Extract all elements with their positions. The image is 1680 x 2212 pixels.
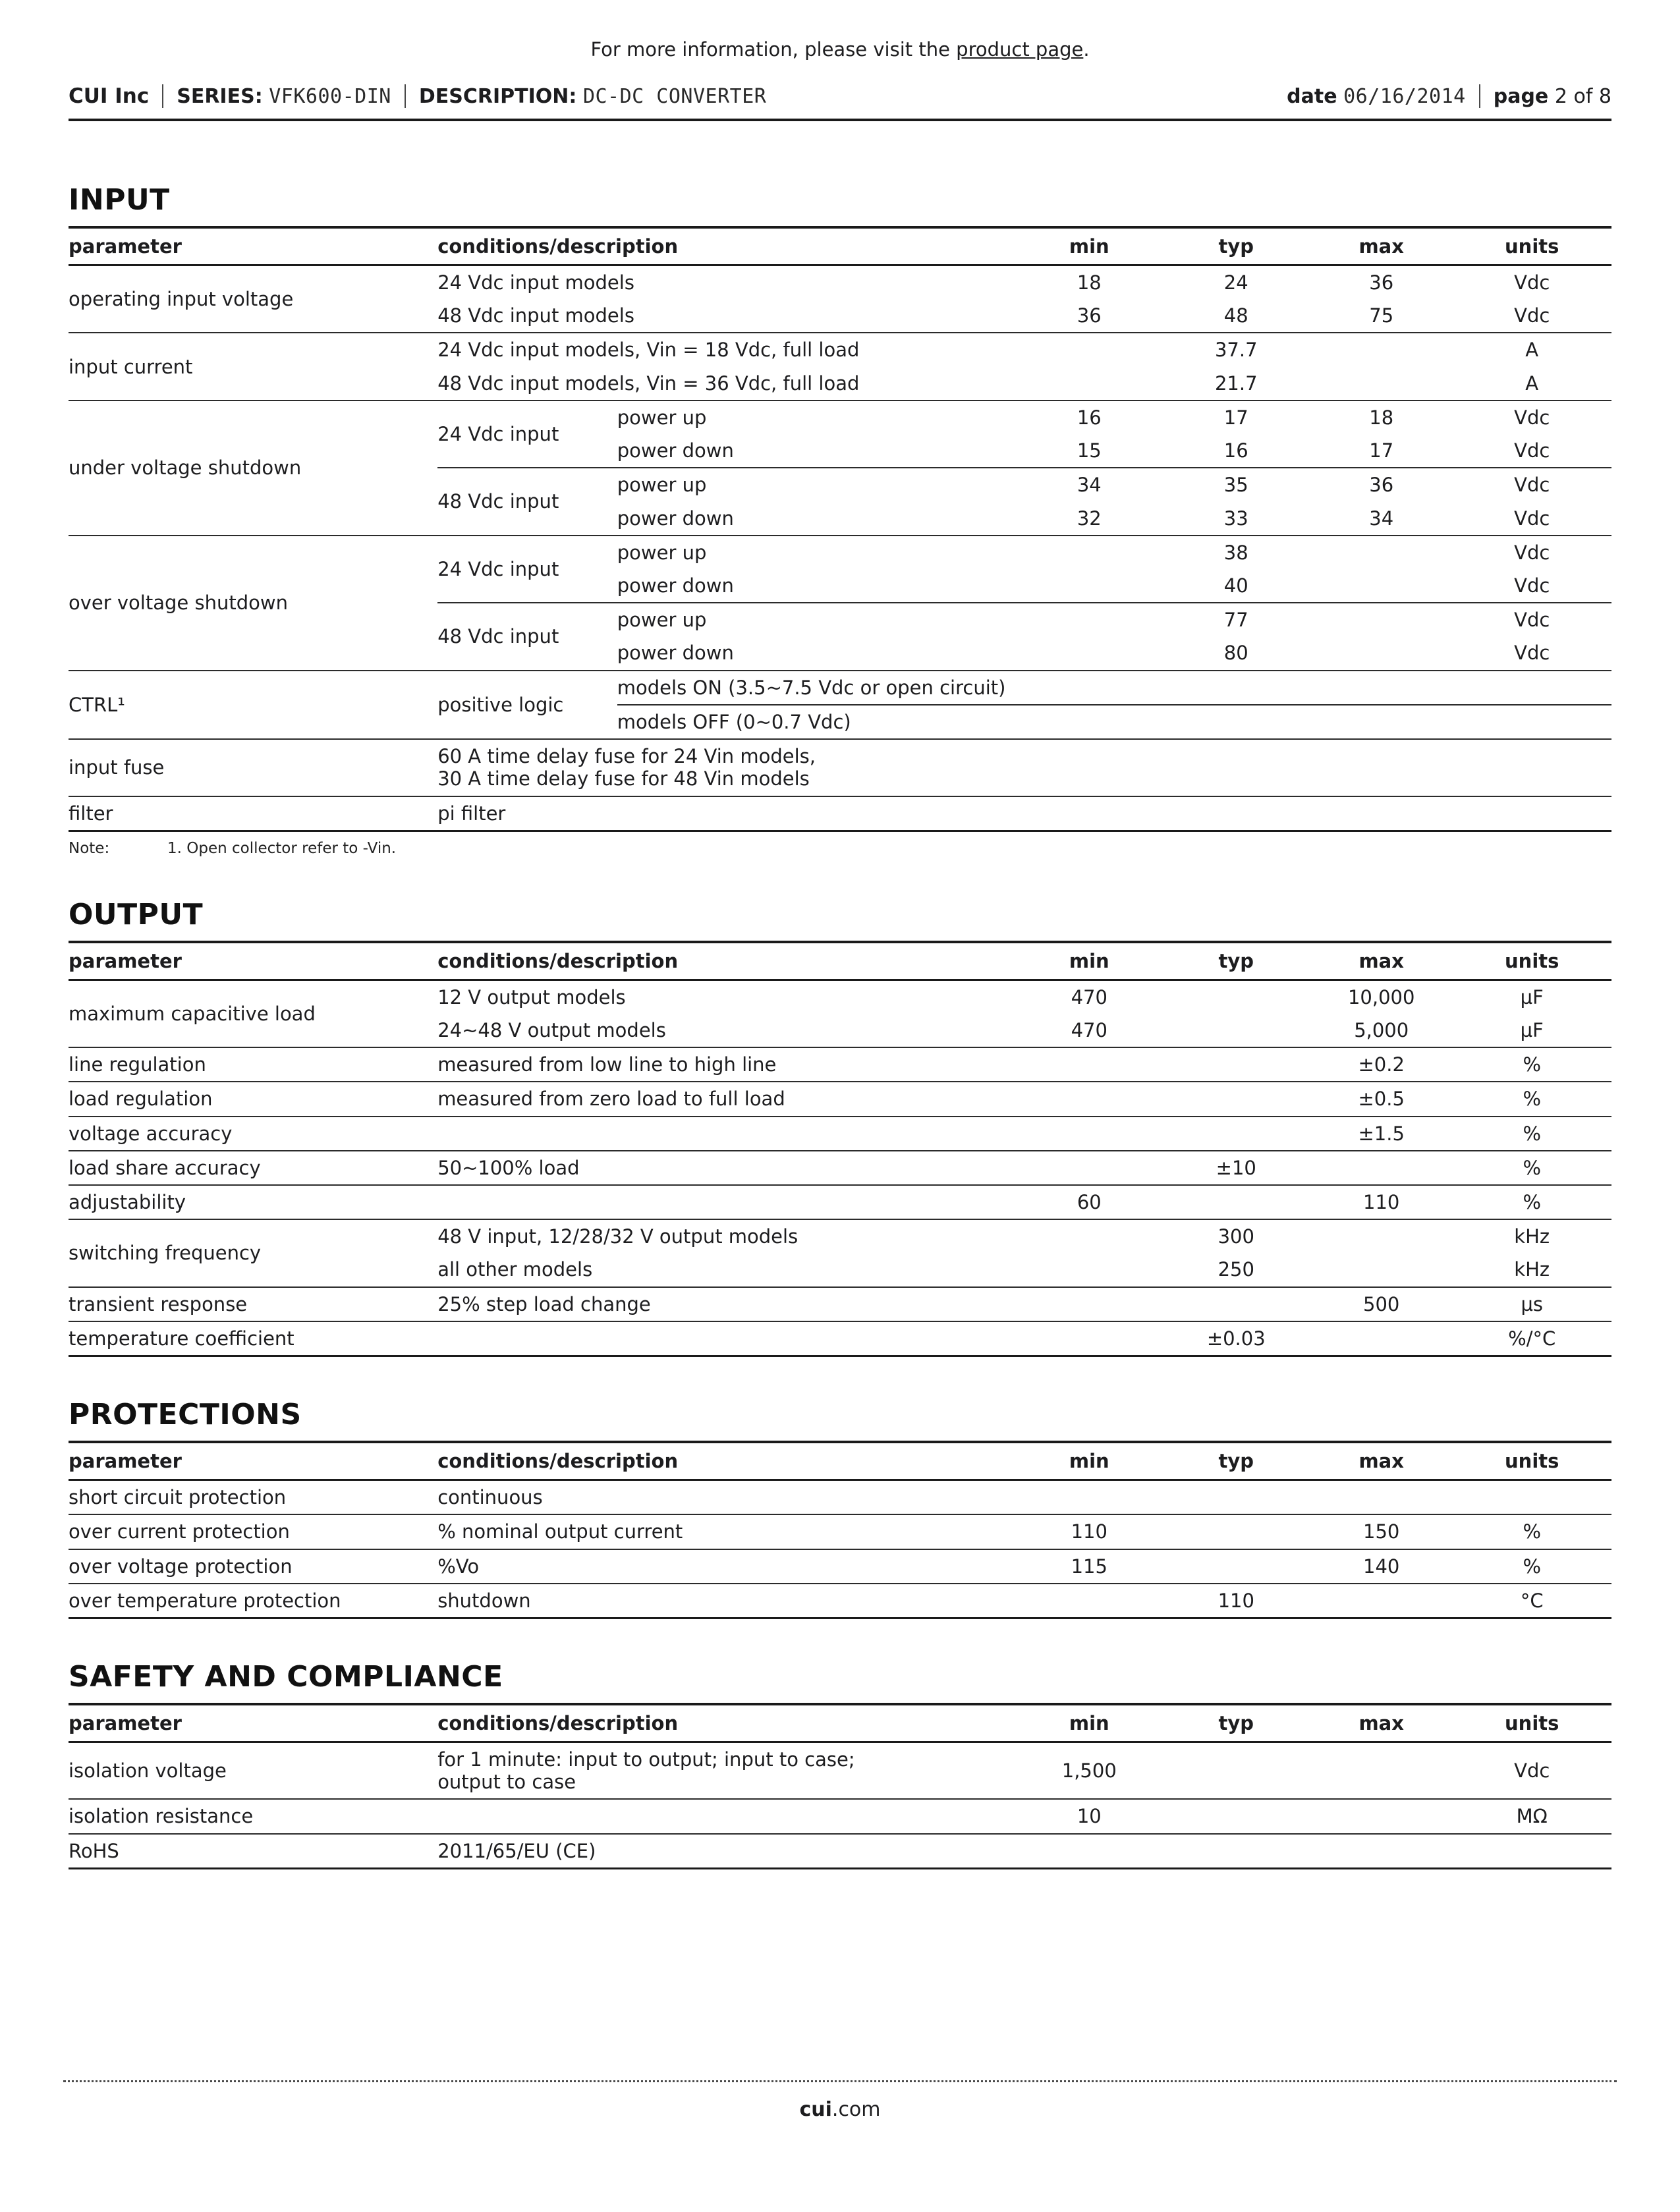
note-label: Note: [69, 839, 110, 857]
top-note-text: For more information, please visit the [590, 38, 957, 61]
units-cell: °C [1452, 1584, 1611, 1618]
param-cell: over current protection [69, 1514, 437, 1549]
min-cell: 1,500 [1061, 1759, 1117, 1783]
row-voltage-accuracy [69, 1117, 1611, 1151]
col-header-parameter: parameter [69, 227, 437, 265]
series-field [177, 85, 391, 108]
param-cell: maximum capacitive load [69, 1002, 316, 1025]
col-header-max: max [1310, 227, 1452, 265]
units-cell: Vdc [1452, 468, 1611, 501]
units-cell: A [1525, 372, 1539, 395]
row-isolation-voltage [69, 1742, 1611, 1800]
cond-cell: 25% step load change [437, 1287, 1017, 1321]
date-value: 06/16/2014 [1343, 84, 1466, 108]
cond-cell: 48 Vdc input [437, 603, 617, 670]
col-header-max: max [1310, 1442, 1452, 1480]
max-cell: 150 [1310, 1514, 1452, 1549]
top-note [69, 38, 1611, 61]
description-field [419, 85, 767, 108]
units-cell: % [1452, 1514, 1611, 1549]
safety-table [69, 1703, 1611, 1869]
header-divider [1479, 84, 1480, 108]
max-cell: 140 [1310, 1549, 1452, 1584]
units-cell: % [1452, 1047, 1611, 1082]
units-cell: Vdc [1514, 507, 1550, 530]
empty-cell [1310, 1253, 1452, 1286]
empty-cell [1310, 1219, 1452, 1253]
max-cell: 75 [1369, 304, 1394, 327]
param-cell: load regulation [69, 1082, 437, 1116]
top-note-period: . [1083, 38, 1090, 61]
page-number-value: 2 of 8 [1554, 84, 1611, 108]
row-operating-input-voltage [69, 265, 1611, 300]
param-cell: short circuit protection [69, 1486, 287, 1509]
param-cell: input fuse [69, 739, 437, 796]
param-cell: input current [69, 333, 437, 400]
empty-cell [1017, 1834, 1162, 1869]
units-cell: % [1452, 1185, 1611, 1219]
date-label: date [1287, 84, 1337, 108]
row-over-voltage-shutdown [69, 536, 1611, 569]
row-filter [69, 796, 1611, 831]
param-cell: over voltage shutdown [69, 536, 437, 671]
output-table [69, 941, 1611, 1357]
empty-cell [1017, 569, 1162, 603]
max-cell: 36 [1310, 468, 1452, 501]
col-header-parameter: parameter [69, 1442, 437, 1480]
series-label: SERIES: [177, 84, 263, 108]
param-cell: over voltage protection [69, 1549, 437, 1584]
max-cell: ±1.5 [1310, 1117, 1452, 1151]
header-divider [405, 84, 406, 108]
row-switching-frequency [69, 1219, 1611, 1253]
empty-cell [1162, 1082, 1310, 1116]
param-cell: temperature coefficient [69, 1321, 437, 1356]
col-header-min: min [1017, 1704, 1162, 1742]
min-cell: 36 [1077, 304, 1102, 327]
date-field [1287, 85, 1466, 108]
typ-cell: 250 [1218, 1258, 1254, 1281]
empty-cell [1017, 603, 1162, 636]
typ-cell: 37.7 [1162, 333, 1310, 366]
empty-cell [1017, 1584, 1162, 1618]
param-cell: isolation resistance [69, 1799, 437, 1833]
typ-cell: 110 [1162, 1584, 1310, 1618]
cond-cell: shutdown [437, 1584, 1017, 1618]
units-cell: Vdc [1514, 439, 1550, 462]
cond-cell: 48 Vdc input models, Vin = 36 Vdc, full load [437, 372, 860, 395]
param-cell: line regulation [69, 1047, 437, 1082]
units-cell: Vdc [1452, 603, 1611, 636]
empty-cell [437, 1799, 1017, 1833]
min-cell: 60 [1017, 1185, 1162, 1219]
units-cell: kHz [1452, 1219, 1611, 1253]
row-load-regulation [69, 1082, 1611, 1116]
param-cell: filter [69, 796, 437, 831]
col-header-units: units [1452, 942, 1611, 980]
cond-cell: 24~48 V output models [437, 1018, 666, 1041]
col-header-conditions: conditions/description [437, 227, 1017, 265]
empty-cell [1310, 333, 1452, 366]
min-cell: 115 [1017, 1549, 1162, 1584]
col-header-conditions: conditions/description [437, 942, 1017, 980]
row-over-current-protection [69, 1514, 1611, 1549]
empty-cell [1017, 1047, 1162, 1082]
col-header-conditions: conditions/description [437, 1704, 1017, 1742]
empty-cell [1310, 367, 1452, 401]
row-over-voltage-protection [69, 1549, 1611, 1584]
cond-cell: measured from low line to high line [437, 1047, 1017, 1082]
units-cell: % [1452, 1117, 1611, 1151]
units-cell: µs [1452, 1287, 1611, 1321]
min-cell: 470 [1071, 985, 1107, 1009]
col-header-min: min [1017, 1442, 1162, 1480]
max-cell: 36 [1369, 271, 1394, 294]
cond-cell: 24 Vdc input models, Vin = 18 Vdc, full load [437, 333, 1017, 366]
min-cell: 10 [1017, 1799, 1162, 1833]
param-cell: transient response [69, 1287, 437, 1321]
table-header-row [69, 1704, 1611, 1742]
empty-cell [1162, 1185, 1310, 1219]
sub-cond-cell: power down [617, 507, 734, 530]
units-cell: Vdc [1514, 304, 1550, 327]
cond-line: for 1 minute: input to output; input to case; [437, 1748, 855, 1771]
product-page-link[interactable]: product page [956, 38, 1084, 61]
max-cell: 5,000 [1354, 1018, 1409, 1041]
typ-cell: 24 [1223, 271, 1248, 294]
cond-cell: 24 Vdc input [437, 401, 617, 468]
description-value: DC-DC CONVERTER [582, 84, 767, 108]
units-cell: Vdc [1514, 1759, 1550, 1783]
col-header-typ: typ [1162, 1704, 1310, 1742]
col-header-min: min [1017, 227, 1162, 265]
footer-site-rest: .com [831, 2098, 881, 2121]
empty-cell [1162, 1047, 1310, 1082]
empty-cell [1162, 980, 1310, 1014]
typ-cell: 38 [1162, 536, 1310, 569]
col-header-units: units [1452, 1442, 1611, 1480]
units-cell: Vdc [1514, 574, 1550, 597]
page-label: page [1493, 84, 1549, 108]
units-cell: Vdc [1514, 642, 1550, 665]
page-header [69, 84, 1611, 121]
col-header-max: max [1310, 1704, 1452, 1742]
section-title-output: OUTPUT [69, 897, 204, 931]
section-output [69, 898, 1611, 1357]
row-adjustability [69, 1185, 1611, 1219]
cond-cell: 48 Vdc input [437, 468, 617, 535]
row-over-temperature-protection [69, 1584, 1611, 1618]
param-cell: over temperature protection [69, 1584, 437, 1618]
table-header-row [69, 1442, 1611, 1480]
row-load-share-accuracy [69, 1151, 1611, 1185]
section-title-input: INPUT [69, 183, 170, 217]
table-header-row [69, 942, 1611, 980]
max-cell: ±0.5 [1310, 1082, 1452, 1116]
empty-cell [1162, 1117, 1310, 1151]
row-line-regulation [69, 1047, 1611, 1082]
row-under-voltage-shutdown [69, 401, 1611, 434]
empty-cell [1017, 636, 1162, 670]
units-cell: µF [1520, 985, 1544, 1009]
cond-cell: 50~100% load [437, 1151, 1017, 1185]
empty-cell [1017, 1082, 1162, 1116]
units-cell: kHz [1514, 1258, 1550, 1281]
row-rohs [69, 1834, 1611, 1869]
units-cell: MΩ [1452, 1799, 1611, 1833]
sub-cond-cell: power up [617, 536, 1017, 569]
cond-cell: 12 V output models [437, 985, 626, 1009]
row-temperature-coefficient [69, 1321, 1611, 1356]
empty-cell [1017, 1287, 1162, 1321]
company-name: CUI Inc [69, 84, 150, 108]
page-header-left [69, 84, 766, 108]
empty-cell [1310, 1799, 1452, 1833]
table-note [69, 840, 1611, 857]
empty-cell [437, 1321, 1017, 1356]
sub-cond-cell: power down [617, 574, 734, 597]
page-number-field [1494, 85, 1611, 108]
typ-cell: 33 [1223, 507, 1248, 530]
min-cell: 110 [1017, 1514, 1162, 1549]
max-cell: ±0.2 [1310, 1047, 1452, 1082]
param-cell: operating input voltage [69, 288, 294, 311]
min-cell: 16 [1017, 401, 1162, 434]
max-cell: 500 [1310, 1287, 1452, 1321]
row-ctrl [69, 671, 1611, 705]
empty-cell [1017, 1219, 1162, 1253]
typ-cell: ±10 [1162, 1151, 1310, 1185]
param-cell: voltage accuracy [69, 1117, 437, 1151]
cond-cell: %Vo [437, 1549, 1017, 1584]
section-safety-and-compliance [69, 1660, 1611, 1869]
empty-cell [1017, 333, 1162, 366]
empty-cell [1162, 1014, 1310, 1047]
empty-cell [1452, 1834, 1611, 1869]
param-cell: load share accuracy [69, 1151, 437, 1185]
sub-cond-cell: power down [617, 439, 734, 462]
min-cell: 34 [1017, 468, 1162, 501]
units-cell: % [1452, 1549, 1611, 1584]
col-header-typ: typ [1162, 227, 1310, 265]
col-header-units: units [1452, 1704, 1611, 1742]
table-header-row [69, 227, 1611, 265]
empty-cell [1017, 1253, 1162, 1286]
units-cell: %/°C [1452, 1321, 1611, 1356]
param-cell: isolation voltage [69, 1759, 227, 1783]
empty-cell [1310, 1584, 1452, 1618]
typ-cell: ±0.03 [1162, 1321, 1310, 1356]
col-header-min: min [1017, 942, 1162, 980]
empty-cell [1310, 1321, 1452, 1356]
units-cell: Vdc [1514, 271, 1550, 294]
cond-cell: positive logic [437, 671, 617, 739]
empty-cell [1017, 1117, 1162, 1151]
cond-cell: 48 V input, 12/28/32 V output models [437, 1219, 1017, 1253]
empty-cell [1310, 603, 1452, 636]
empty-cell [1017, 367, 1162, 401]
param-cell: switching frequency [69, 1219, 437, 1286]
empty-cell [1162, 1742, 1310, 1800]
col-header-parameter: parameter [69, 1704, 437, 1742]
input-table [69, 226, 1611, 832]
row-short-circuit-protection [69, 1480, 1611, 1515]
cond-cell: 24 Vdc input [437, 536, 617, 603]
cond-cell: all other models [437, 1258, 593, 1281]
cond-cell: continuous [437, 1486, 543, 1509]
units-cell: Vdc [1452, 401, 1611, 434]
spec-text-cell: models OFF (0~0.7 Vdc) [617, 705, 1611, 739]
col-header-units: units [1452, 227, 1611, 265]
row-input-fuse [69, 739, 1611, 796]
row-maximum-capacitive-load [69, 980, 1611, 1014]
col-header-max: max [1310, 942, 1452, 980]
empty-cell [1017, 1480, 1162, 1515]
empty-cell [1017, 536, 1162, 569]
typ-cell: 80 [1223, 642, 1248, 665]
empty-cell [437, 1185, 1017, 1219]
section-protections [69, 1398, 1611, 1619]
units-cell: A [1452, 333, 1611, 366]
max-cell: 110 [1310, 1185, 1452, 1219]
max-cell: 34 [1369, 507, 1394, 530]
empty-cell [437, 1117, 1017, 1151]
cond-cell: 2011/65/EU (CE) [437, 1834, 1017, 1869]
cond-cell: 24 Vdc input models [437, 271, 634, 294]
empty-cell [1017, 1321, 1162, 1356]
empty-cell [1310, 1151, 1452, 1185]
typ-cell: 17 [1162, 401, 1310, 434]
param-cell: under voltage shutdown [69, 401, 437, 536]
empty-cell [1162, 1480, 1310, 1515]
min-cell: 15 [1077, 439, 1102, 462]
sub-cond-cell: power down [617, 642, 734, 665]
empty-cell [1310, 1480, 1452, 1515]
footer-site-bold: cui [799, 2098, 832, 2121]
cond-cell [437, 1742, 1017, 1800]
section-title-protections: PROTECTIONS [69, 1398, 302, 1432]
typ-cell: 40 [1223, 574, 1248, 597]
min-cell: 18 [1077, 271, 1102, 294]
empty-cell [1310, 636, 1452, 670]
section-input [69, 183, 1611, 857]
param-cell: CTRL¹ [69, 671, 437, 739]
min-cell: 470 [1071, 1018, 1107, 1041]
series-value: VFK600-DIN [269, 84, 391, 108]
row-isolation-resistance [69, 1799, 1611, 1833]
min-cell: 32 [1077, 507, 1102, 530]
typ-cell: 300 [1162, 1219, 1310, 1253]
cond-cell: pi filter [437, 796, 1611, 831]
cond-cell: % nominal output current [437, 1514, 1017, 1549]
section-title-safety: SAFETY AND COMPLIANCE [69, 1660, 503, 1694]
max-cell: 18 [1310, 401, 1452, 434]
typ-cell: 16 [1223, 439, 1248, 462]
row-input-current [69, 333, 1611, 366]
page-header-right [1287, 84, 1611, 108]
units-cell: % [1452, 1082, 1611, 1116]
cond-line: 60 A time delay fuse for 24 Vin models, [437, 745, 816, 768]
param-cell: adjustability [69, 1185, 437, 1219]
empty-cell [1162, 1287, 1310, 1321]
units-cell: Vdc [1452, 536, 1611, 569]
cond-cell [437, 739, 1611, 796]
row-transient-response [69, 1287, 1611, 1321]
sub-cond-cell: power up [617, 468, 1017, 501]
typ-cell: 35 [1162, 468, 1310, 501]
note-text: 1. Open collector refer to -Vin. [167, 839, 397, 857]
empty-cell [1017, 1151, 1162, 1185]
max-cell: 10,000 [1347, 985, 1415, 1009]
sub-cond-cell: power up [617, 401, 1017, 434]
empty-cell [1162, 1514, 1310, 1549]
empty-cell [1452, 1480, 1611, 1515]
cond-line: output to case [437, 1771, 576, 1794]
empty-cell [1310, 536, 1452, 569]
cond-line: 30 A time delay fuse for 48 Vin models [437, 767, 810, 790]
param-cell: RoHS [69, 1834, 437, 1869]
empty-cell [1162, 1549, 1310, 1584]
cond-cell: measured from zero load to full load [437, 1082, 1017, 1116]
max-cell: 17 [1369, 439, 1394, 462]
description-label: DESCRIPTION: [418, 84, 577, 108]
page [0, 38, 1680, 1869]
typ-cell: 48 [1223, 304, 1248, 327]
empty-cell [1310, 1742, 1452, 1800]
sub-cond-cell: power up [617, 603, 1017, 636]
col-header-parameter: parameter [69, 942, 437, 980]
col-header-typ: typ [1162, 1442, 1310, 1480]
spec-text-cell: models ON (3.5~7.5 Vdc or open circuit) [617, 671, 1611, 705]
empty-cell [1310, 1834, 1452, 1869]
units-cell: µF [1520, 1018, 1544, 1041]
empty-cell [1162, 1834, 1310, 1869]
col-header-typ: typ [1162, 942, 1310, 980]
col-header-conditions: conditions/description [437, 1442, 1017, 1480]
empty-cell [1162, 1799, 1310, 1833]
typ-cell: 77 [1162, 603, 1310, 636]
page-footer [63, 2080, 1617, 2121]
protections-table [69, 1441, 1611, 1619]
header-divider [162, 84, 163, 108]
cond-cell: 48 Vdc input models [437, 304, 634, 327]
units-cell: % [1452, 1151, 1611, 1185]
empty-cell [1310, 569, 1452, 603]
typ-cell: 21.7 [1214, 372, 1258, 395]
